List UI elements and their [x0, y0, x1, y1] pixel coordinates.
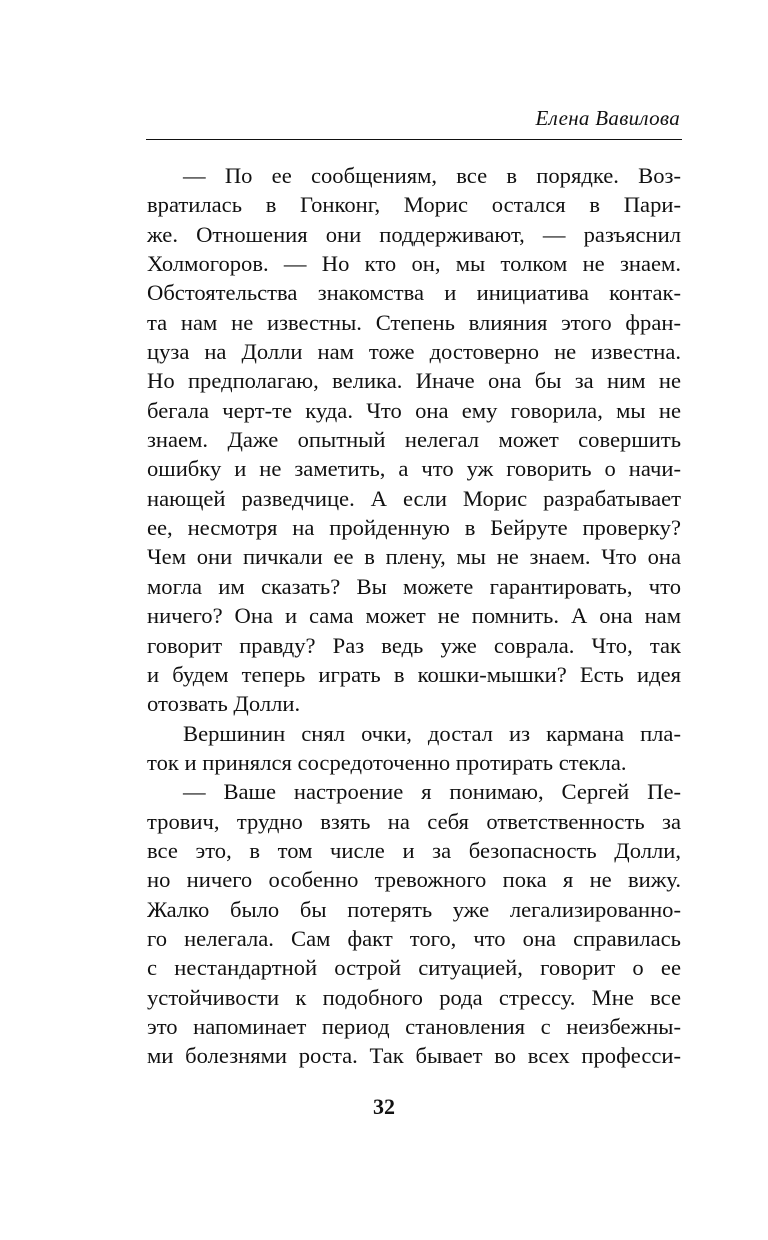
running-head-author: Елена Вавилова [535, 106, 680, 130]
text-line: та нам не известны. Степень влияния этого фран- [147, 309, 681, 335]
text-line: цуза на Долли нам тоже достоверно не известна. [147, 339, 681, 365]
text-line: и будем теперь играть в кошки-мышки? Есть идея [147, 661, 681, 687]
header-rule [146, 139, 682, 140]
text-line: вратилась в Гонконг, Морис остался в Пари- [147, 192, 681, 218]
text-line: но ничего особенно тревожного пока я не вижу. [147, 867, 681, 893]
text-line: — По ее сообщениям, все в порядке. Воз- [183, 163, 681, 188]
text-line: трович, трудно взять на себя ответственность за [147, 808, 681, 834]
text-line: ошибку и не заметить, а что уж говорить о начи- [147, 456, 681, 482]
text-line: это напоминает период становления с неизбежны- [147, 1013, 681, 1039]
text-line: Но предполагаю, велика. Иначе она бы за ним не [147, 368, 681, 394]
text-line: все это, в том числе и за безопасность Долли, [147, 837, 681, 863]
text-line: отозвать Долли. [147, 691, 301, 717]
text-line: нающей разведчице. А если Морис разрабатывает [147, 485, 681, 511]
text-line: ее, несмотря на пройденную в Бейруте проверку? [147, 515, 681, 541]
text-line: Вершинин снял очки, достал из кармана пла- [183, 720, 681, 746]
body-text [147, 161, 681, 1071]
text-line: бегала черт-те куда. Что она ему говорила, мы не [147, 397, 681, 423]
text-line: устойчивости к подобного рода стрессу. Мне все [147, 984, 681, 1010]
text-line: Чем они пичкали ее в плену, мы не знаем. Что она [147, 544, 681, 570]
text-line: го нелегала. Сам факт того, что она справилась [147, 925, 681, 951]
text-line: могла им сказать? Вы можете гарантировать, что [147, 573, 681, 599]
text-line: с нестандартной острой ситуацией, говорит о ее [147, 955, 681, 981]
text-line: ничего? Она и сама может не помнить. А она нам [147, 603, 681, 629]
page-number: 32 [373, 1094, 395, 1119]
text-line: знаем. Даже опытный нелегал может совершить [147, 427, 681, 453]
text-line: Обстоятельства знакомства и инициатива контак- [147, 280, 681, 306]
text-line: ток и принялся сосредоточенно протирать стекла. [147, 749, 627, 775]
text-line: же. Отношения они поддерживают, — разъяснил [147, 221, 681, 247]
text-line: ми болезнями роста. Так бывает во всех професси- [147, 1043, 681, 1069]
text-line: Холмогоров. — Но кто он, мы толком не знаем. [147, 251, 681, 277]
text-line: говорит правду? Раз ведь уже соврала. Что, так [147, 632, 681, 658]
text-line: — Ваше настроение я понимаю, Сергей Пе- [183, 779, 681, 805]
text-line: Жалко было бы потерять уже легализированно- [147, 896, 681, 922]
